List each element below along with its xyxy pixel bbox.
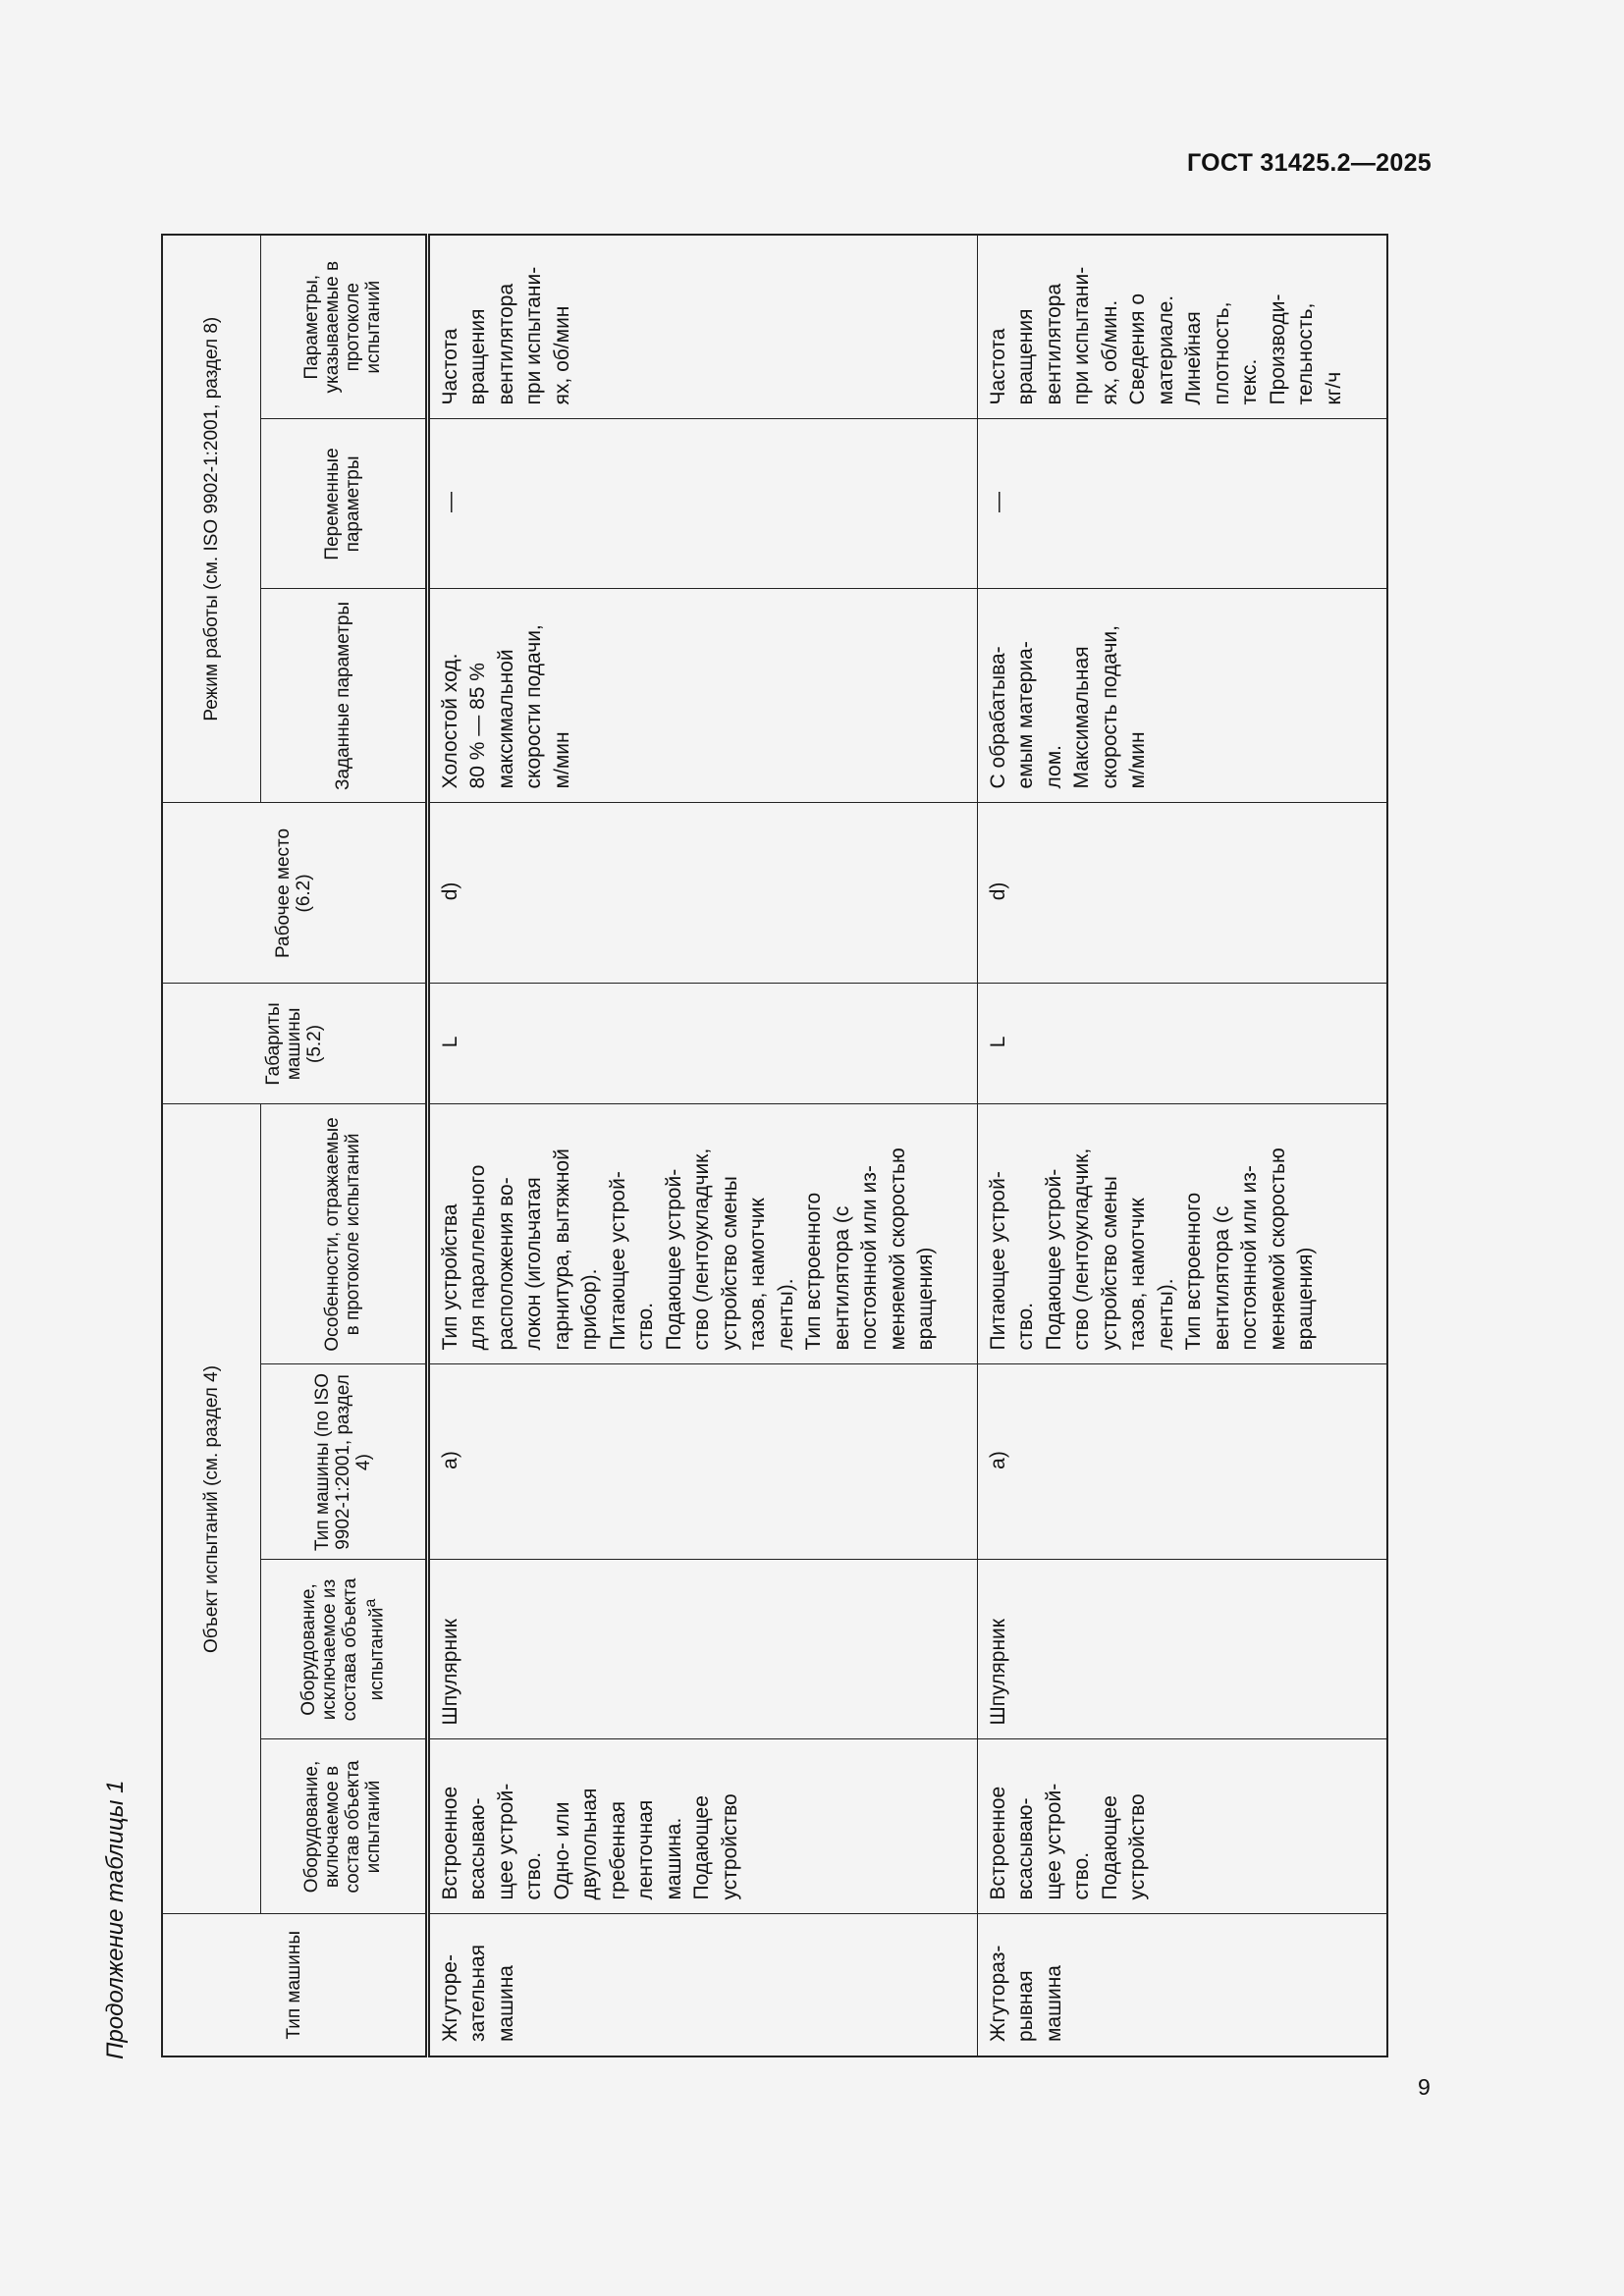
cell-text-line: постоянной или из- (858, 1165, 881, 1351)
cell-text-line: рывная (1014, 1970, 1037, 2042)
cell-var-params: — (977, 419, 1387, 589)
cell-text-line: ство (лентоукладчик, (1070, 1148, 1093, 1351)
cell-var-params: — (427, 419, 977, 589)
col-header-iso-type: Тип машины (по ISO 9902-1:2001, раздел 4) (260, 1364, 427, 1560)
col-header-var-params: Переменные параметры (260, 419, 427, 589)
cell-machine-type (427, 1914, 977, 2056)
cell-text-line: Подающее (1098, 1795, 1121, 1900)
cell-text-line: ство. (1070, 1851, 1093, 1900)
cell-features (427, 1104, 977, 1364)
cell-text-line: Производи- (1266, 294, 1289, 405)
cell-text-line: Подающее (690, 1795, 713, 1900)
cell-text-line: Встроенное (986, 1786, 1009, 1900)
cell-text-line: Тип устройства (438, 1203, 461, 1351)
cell-included (977, 1739, 1387, 1914)
cell-text-line: прибор). (578, 1268, 601, 1351)
cell-text-line: меняемой скоростью (1266, 1148, 1289, 1351)
cell-text-line: Линейная (1182, 311, 1205, 405)
cell-text-line: постоянной или из- (1238, 1165, 1261, 1351)
cell-text-line: устройство (718, 1793, 741, 1900)
cell-text-line: расположения во- (494, 1177, 517, 1351)
cell-text-line: щее устрой- (494, 1783, 517, 1900)
cell-text-line: вентилятора (1042, 283, 1065, 405)
cell-text-line: вращения) (1294, 1247, 1317, 1351)
rotated-table-container (161, 236, 1386, 2057)
cell-text-line: локон (игольчатая (522, 1177, 545, 1351)
cell-text-line: Подающее устрой- (662, 1168, 685, 1351)
cell-text-line: тельность, (1294, 302, 1317, 405)
cell-dimensions: L (427, 984, 977, 1104)
cell-dimensions: L (977, 984, 1387, 1104)
cell-text-line: м/мин (1126, 731, 1149, 789)
cell-iso-type: а) (427, 1364, 977, 1560)
cell-text-line: Частота (986, 328, 1009, 405)
document-code: ГОСТ 31425.2—2025 (1186, 149, 1432, 177)
cell-text-line: плотность, (1210, 301, 1233, 405)
cell-text-line: тазов, намотчик (1126, 1198, 1149, 1351)
cell-text-line: материале. (1154, 294, 1177, 405)
cell-text-line: вращения (1014, 308, 1037, 405)
cell-text-line: Холостой ход. (438, 653, 461, 789)
cell-text-line: Питающее устрой- (986, 1171, 1009, 1351)
cell-text-line: всасываю- (466, 1797, 489, 1900)
cell-text-line: Жгуторе- (438, 1954, 461, 2042)
cell-text-line: лом. (1042, 745, 1065, 789)
col-header-dimensions: Габариты машины (5.2) (162, 984, 427, 1104)
col-header-included: Оборудование, включаемое в состав объекта испытаний (260, 1739, 427, 1914)
cell-text-line: ленточная (634, 1799, 657, 1900)
col-header-excluded-text: Оборудование, исключаемое из состава объекта испытаний (298, 1577, 388, 1722)
cell-text-line: ленты). (1154, 1278, 1177, 1351)
col-header-set-params: Заданные параметры (260, 589, 427, 803)
cell-text-line: вращения) (914, 1247, 937, 1351)
footnote-marker: a (361, 1598, 379, 1608)
machine-test-table (161, 234, 1388, 2057)
cell-set-params (427, 589, 977, 803)
group-header-mode: Режим работы (см. ISO 9902-1:2001, раздел 8) (162, 235, 260, 803)
col-header-workplace: Рабочее место (6.2) (162, 803, 427, 984)
cell-text-line: зательная (466, 1944, 489, 2042)
table-row (977, 235, 1387, 2056)
cell-excluded (427, 1560, 977, 1739)
col-header-report-params: Параметры, указываемые в протоколе испытаний (260, 235, 427, 419)
cell-text-line: гребенная (606, 1801, 629, 1900)
cell-set-params (977, 589, 1387, 803)
cell-text-line: Жгутораз- (986, 1945, 1009, 2042)
cell-text-line: щее устрой- (1042, 1783, 1065, 1900)
cell-text-line: скорости подачи, (522, 624, 545, 789)
cell-text-line: ство (лентоукладчик, (690, 1148, 713, 1351)
cell-text-line: Тип встроенного (1182, 1192, 1205, 1351)
cell-text-line: Шпулярник (438, 1619, 461, 1726)
cell-workplace: d) (427, 803, 977, 984)
cell-machine-type (977, 1914, 1387, 2056)
cell-text-line: ях, об/мин. (1098, 299, 1121, 405)
col-header-features: Особенности, отражаемые в протоколе испытаний (260, 1104, 427, 1364)
cell-report-params (977, 235, 1387, 419)
cell-text-line: ленты). (774, 1278, 797, 1351)
cell-features (977, 1104, 1387, 1364)
cell-text-line: Сведения о (1126, 294, 1149, 405)
cell-excluded (977, 1560, 1387, 1739)
cell-text-line: двупольная (578, 1788, 601, 1900)
cell-text-line: при испытани- (1070, 266, 1093, 405)
cell-text-line: гарнитура, вытяжной (550, 1148, 573, 1351)
cell-text-line: вентилятора (с (1210, 1205, 1233, 1351)
cell-text-line: текс. (1238, 358, 1261, 405)
cell-workplace: d) (977, 803, 1387, 984)
cell-text-line: емым материа- (1014, 641, 1037, 789)
cell-text-line: ство. (522, 1851, 545, 1900)
cell-text-line: максимальной (494, 649, 517, 789)
cell-text-line: ях, об/мин (550, 305, 573, 405)
cell-text-line: 80 % — 85 % (466, 663, 489, 789)
cell-text-line: С обрабатыва- (986, 646, 1009, 789)
cell-text-line: Максимальная (1070, 646, 1093, 789)
cell-text-line: вентилятора (494, 283, 517, 405)
cell-text-line: м/мин (550, 731, 573, 789)
cell-text-line: машина (494, 1965, 517, 2042)
cell-text-line: вентилятора (с (830, 1205, 853, 1351)
cell-text-line: ство. (634, 1302, 657, 1351)
cell-text-line: тазов, намотчик (746, 1198, 769, 1351)
cell-text-line: Подающее устрой- (1042, 1168, 1065, 1351)
cell-text-line: устройство смены (1098, 1176, 1121, 1351)
table-caption: Продолжение таблицы 1 (102, 1780, 129, 2059)
cell-text-line: устройство смены (718, 1176, 741, 1351)
cell-text-line: всасываю- (1014, 1797, 1037, 1900)
cell-report-params (427, 235, 977, 419)
cell-iso-type: а) (977, 1364, 1387, 1560)
cell-text-line: устройство (1126, 1793, 1149, 1900)
table-row (427, 235, 977, 2056)
cell-text-line: при испытани- (522, 266, 545, 405)
cell-text-line: машина. (662, 1817, 685, 1900)
cell-text-line: Частота (438, 328, 461, 405)
cell-text-line: машина (1042, 1965, 1065, 2042)
cell-text-line: вращения (466, 308, 489, 405)
cell-text-line: Одно- или (550, 1801, 573, 1900)
cell-text-line: меняемой скоростью (886, 1148, 909, 1351)
col-header-excluded (260, 1560, 427, 1739)
cell-text-line: скорость подачи, (1098, 625, 1121, 789)
cell-text-line: ство. (1014, 1302, 1037, 1351)
cell-text-line: Шпулярник (986, 1619, 1009, 1726)
cell-text-line: Встроенное (438, 1786, 461, 1900)
page-number: 9 (1418, 2074, 1431, 2100)
cell-text-line: Тип встроенного (802, 1192, 825, 1351)
cell-text-line: для параллельного (466, 1164, 489, 1351)
col-header-machine-type: Тип машины (162, 1914, 427, 2056)
group-header-object: Объект испытаний (см. раздел 4) (162, 1104, 260, 1914)
cell-included (427, 1739, 977, 1914)
cell-text-line: кг/ч (1322, 371, 1345, 405)
cell-text-line: Питающее устрой- (606, 1171, 629, 1351)
